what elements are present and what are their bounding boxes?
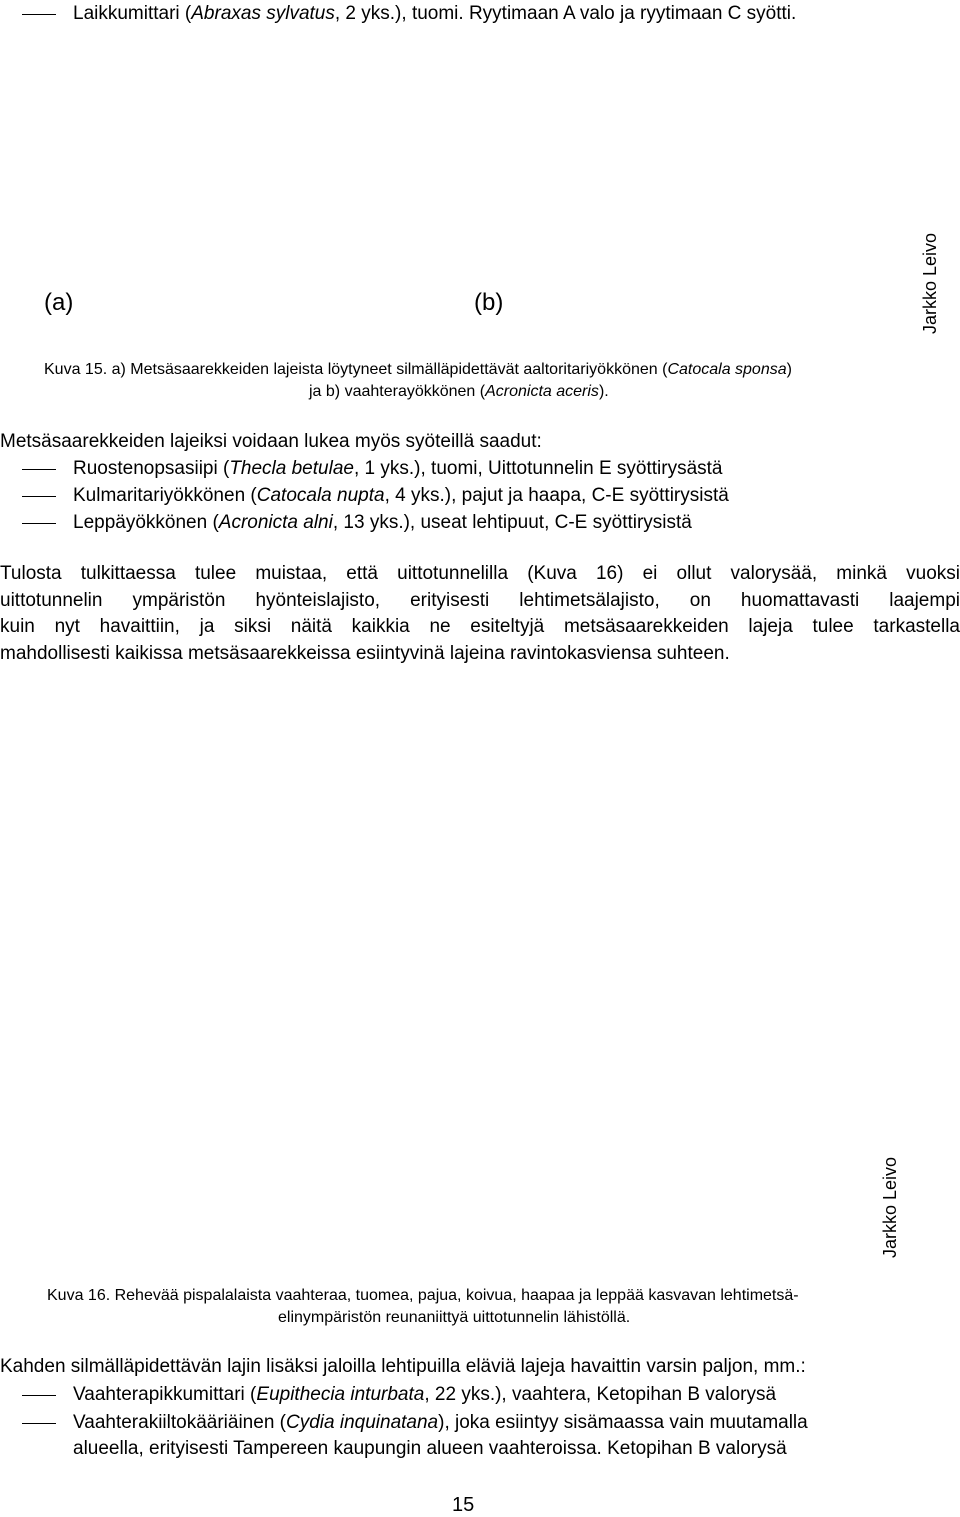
figure-caption: Kuva 16. Rehevää pispalalaista vaahteraa, tuomea, pajua, koivua, haapaa ja leppää kasvavan lehtimetsä- <box>47 1287 799 1304</box>
figure-caption: ja b) vaahterayökkönen (Acronicta aceris). <box>309 383 609 400</box>
list-item-continuation: alueella, erityisesti Tampereen kaupungin alueen vaahteroissa. Ketopihan B valorysä <box>73 1438 787 1459</box>
bullet-dash <box>22 523 56 524</box>
bullet-dash <box>22 496 56 497</box>
paragraph-line: kuin nyt havaittiin, ja siksi näitä kaikkia ne esiteltyjä metsäsaarekkeiden lajeja tulee tarkastella <box>0 616 960 637</box>
list-item: Leppäyökkönen (Acronicta alni, 13 yks.), useat lehtipuut, C-E syöttirysistä <box>73 512 692 533</box>
paragraph-line: mahdollisesti kaikissa metsäsaarekkeissa esiintyvinä lajeina ravintokasviensa suhteen. <box>0 642 730 664</box>
bullet-dash <box>22 14 56 15</box>
bullet-dash <box>22 1423 56 1424</box>
section-intro: Metsäsaarekkeiden lajeiksi voidaan lukea myös syöteillä saadut: <box>0 431 542 452</box>
section-intro: Kahden silmälläpidettävän lajin lisäksi jaloilla lehtipuilla eläviä lajeja havaittin varsin paljon, mm.: <box>0 1356 806 1377</box>
bullet-dash <box>22 1395 56 1396</box>
figure-label-b: (b) <box>474 289 504 316</box>
list-item: Vaahterapikkumittari (Eupithecia inturbata, 22 yks.), vaahtera, Ketopihan B valorysä <box>73 1384 777 1405</box>
figure-caption: elinympäristön reunaniittyä uittotunnelin lähistöllä. <box>278 1309 631 1326</box>
photo-credit: Jarkko Leivo <box>920 232 940 334</box>
figure-caption: Kuva 15. a) Metsäsaarekkeiden lajeista löytyneet silmälläpidettävät aaltoritariyökkönen (Catocala sponsa) <box>44 361 792 378</box>
list-item: Kulmaritariyökkönen (Catocala nupta, 4 yks.), pajut ja haapa, C-E syöttirysistä <box>73 485 729 506</box>
paragraph-line: Tulosta tulkittaessa tulee muistaa, että uittotunnelilla (Kuva 16) ei ollut valorysää, minkä vuoksi <box>0 563 960 584</box>
list-item: Laikkumittari (Abraxas sylvatus, 2 yks.), tuomi. Ryytimaan A valo ja ryytimaan C syötti. <box>73 3 797 24</box>
bullet-dash <box>22 469 56 470</box>
list-item: Vaahterakiiltokääriäinen (Cydia inquinatana), joka esiintyy sisämaassa vain muutamalla <box>73 1412 808 1433</box>
page-number: 15 <box>452 1494 475 1516</box>
paragraph-line: uittotunnelin ympäristön hyönteislajisto, erityisesti lehtimetsälajisto, on huomattavasti laajempi <box>0 589 960 611</box>
photo-credit: Jarkko Leivo <box>880 1156 900 1258</box>
figure-label-a: (a) <box>44 289 74 316</box>
list-item: Ruostenopsasiipi (Thecla betulae, 1 yks.), tuomi, Uittotunnelin E syöttirysästä <box>73 458 723 479</box>
body-paragraph <box>0 561 960 667</box>
